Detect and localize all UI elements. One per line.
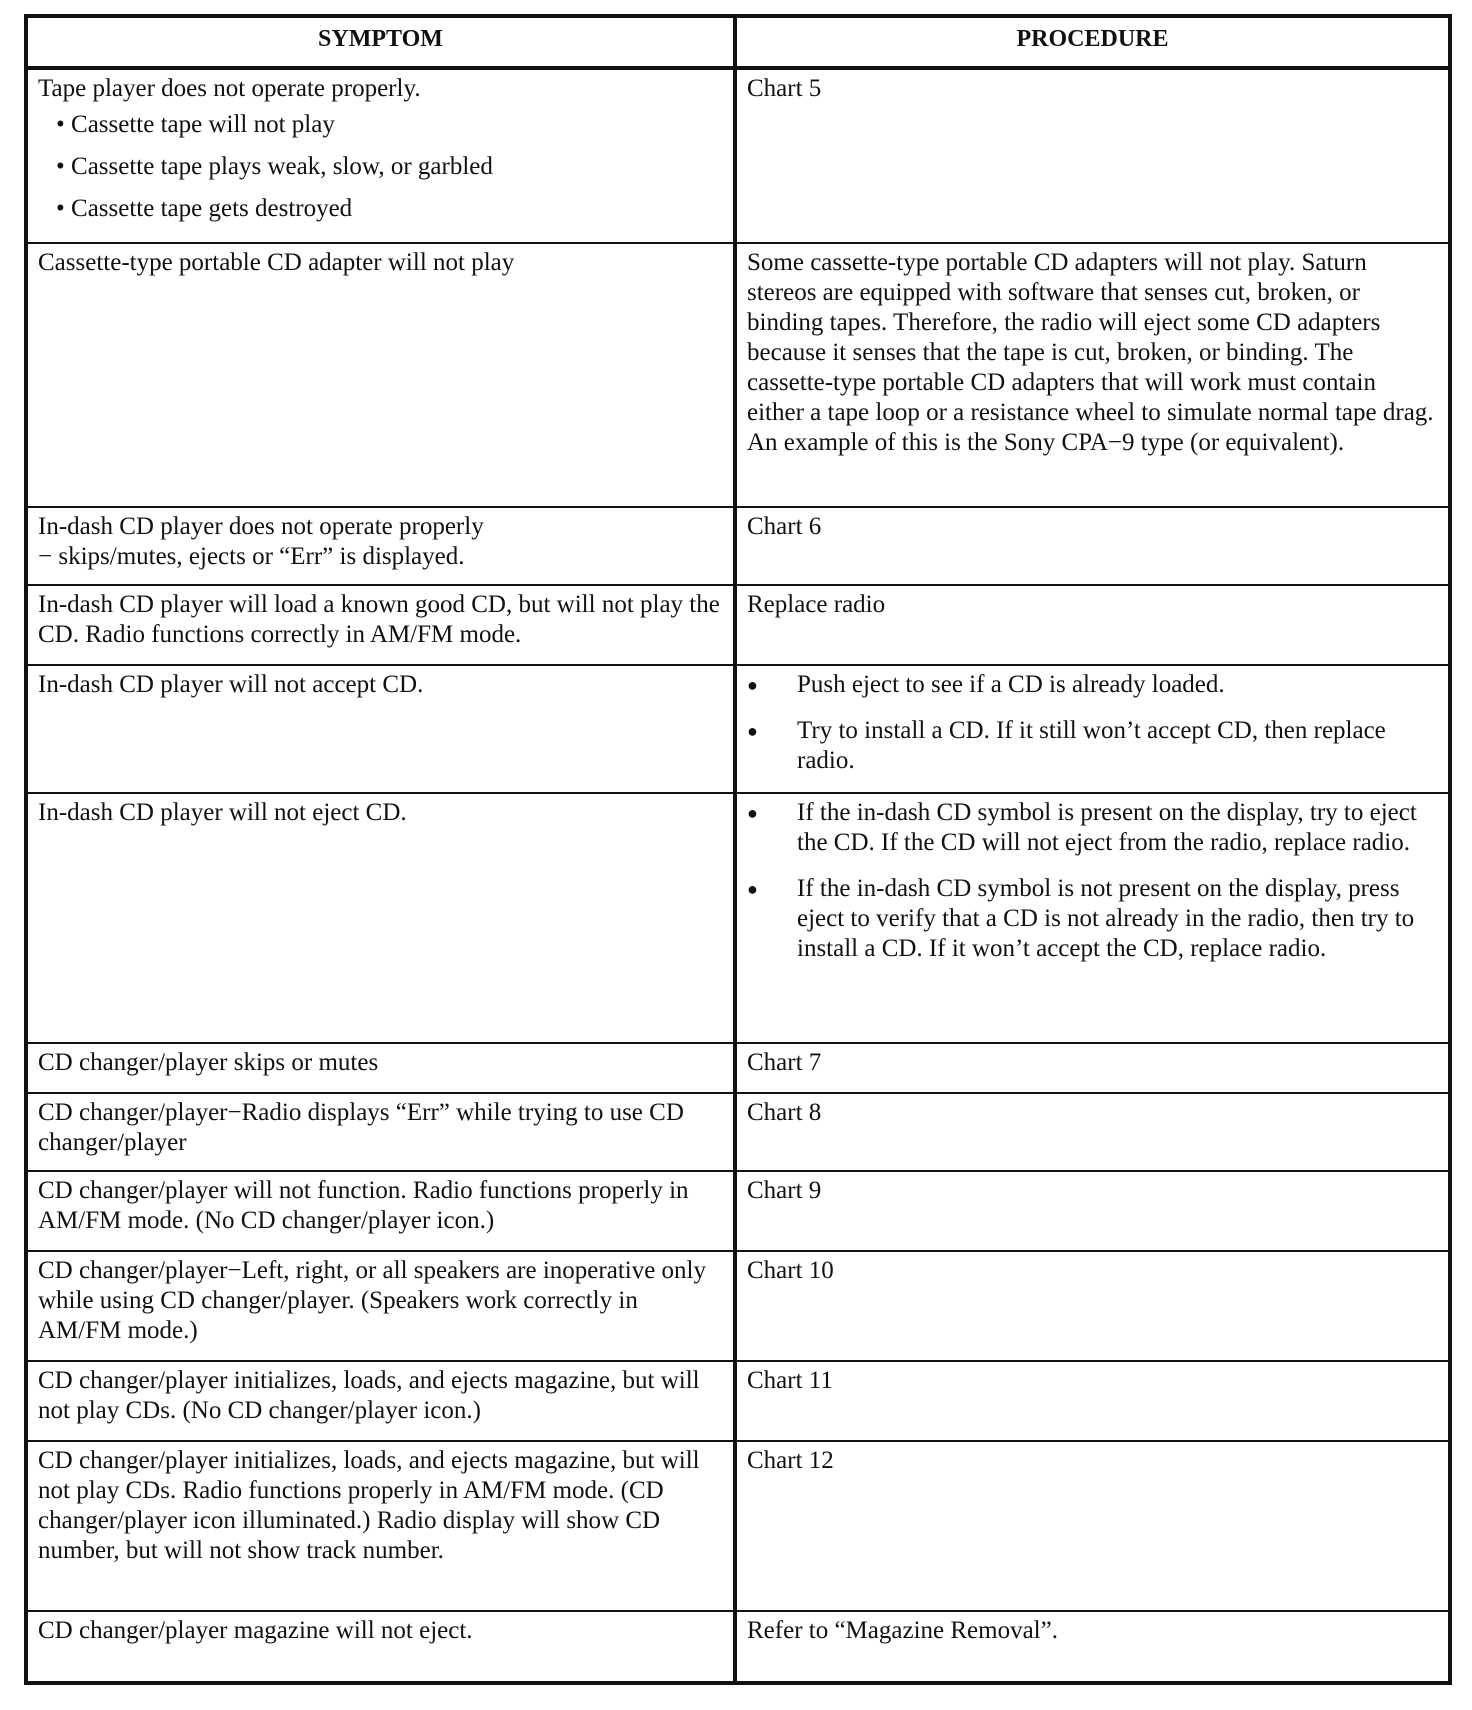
procedure-cell: Chart 9 (735, 1171, 1450, 1251)
symptom-cell: CD changer/player−Left, right, or all speakers are inoperative only while using CD changer/player. (Speakers work correctly in AM/FM mode.) (26, 1251, 735, 1361)
procedure-cell: Chart 5 (735, 68, 1450, 243)
table-row (26, 585, 1450, 665)
table-row (26, 68, 1450, 243)
table-row (26, 1251, 1450, 1361)
procedure-cell: Chart 7 (735, 1043, 1450, 1093)
symptom-text: Tape player does not operate properly. (38, 75, 421, 102)
table-row (26, 243, 1450, 507)
table-row (26, 507, 1450, 585)
procedure-bullet: ● If the in-dash CD symbol is not present on the display, press eject to verify that a CD is not already in the radio, then try to install a CD. If it won’t accept the CD, replace radio. (747, 874, 1438, 964)
symptom-cell (26, 68, 735, 243)
symptom-bullet: • Cassette tape plays weak, slow, or garbled (56, 152, 723, 182)
table-row (26, 1361, 1450, 1441)
procedure-bullet: ● Push eject to see if a CD is already loaded. (747, 670, 1438, 700)
symptom-bullet: • Cassette tape gets destroyed (56, 194, 723, 224)
symptom-cell: CD changer/player−Radio displays “Err” while trying to use CD changer/player (26, 1093, 735, 1171)
symptom-cell: In-dash CD player will not eject CD. (26, 793, 735, 1043)
symptom-cell: In-dash CD player will not accept CD. (26, 665, 735, 793)
symptom-cell: CD changer/player skips or mutes (26, 1043, 735, 1093)
symptom-cell: CD changer/player will not function. Radio functions properly in AM/FM mode. (No CD changer/player icon.) (26, 1171, 735, 1251)
symptom-cell: CD changer/player initializes, loads, and ejects magazine, but will not play CDs. Radio functions properly in AM/FM mode. (CD changer/player icon illuminated.) Radio display will show CD number, but will not show track number. (26, 1441, 735, 1611)
procedure-cell: Chart 8 (735, 1093, 1450, 1171)
procedure-cell (735, 793, 1450, 1043)
symptom-cell: Cassette-type portable CD adapter will not play (26, 243, 735, 507)
procedure-cell: Refer to “Magazine Removal”. (735, 1611, 1450, 1683)
table-row (26, 1611, 1450, 1683)
table-header-row (26, 16, 1450, 68)
symptom-text: In-dash CD player does not operate properly (38, 513, 484, 540)
procedure-column-header: PROCEDURE (735, 16, 1450, 68)
procedure-cell: Replace radio (735, 585, 1450, 665)
procedure-cell (735, 665, 1450, 793)
table-row (26, 665, 1450, 793)
symptom-text-line2: − skips/mutes, ejects or “Err” is displayed. (38, 543, 465, 570)
table-row (26, 1093, 1450, 1171)
table-row (26, 1441, 1450, 1611)
document-page (24, 14, 1448, 1694)
procedure-bullet-list (747, 798, 1438, 964)
procedure-cell: Chart 12 (735, 1441, 1450, 1611)
procedure-cell: Chart 6 (735, 507, 1450, 585)
table-row (26, 793, 1450, 1043)
symptom-cell (26, 507, 735, 585)
procedure-cell: Chart 10 (735, 1251, 1450, 1361)
symptom-bullet: • Cassette tape will not play (56, 110, 723, 140)
procedure-cell: Chart 11 (735, 1361, 1450, 1441)
symptom-cell: CD changer/player initializes, loads, and ejects magazine, but will not play CDs. (No CD changer/player icon.) (26, 1361, 735, 1441)
procedure-cell: Some cassette-type portable CD adapters will not play. Saturn stereos are equipped with software that senses cut, broken, or binding tapes. Therefore, the radio will eject some CD adapters because it senses that the tape is cut, broken, or binding. The cassette-type portable CD adapters that will work must contain either a tape loop or a resistance wheel to simulate normal tape drag. An example of this is the Sony CPA−9 type (or equivalent). (735, 243, 1450, 507)
troubleshooting-table (24, 14, 1452, 1685)
symptom-cell: In-dash CD player will load a known good CD, but will not play the CD. Radio functions correctly in AM/FM mode. (26, 585, 735, 665)
symptom-bullet-list (38, 110, 723, 224)
table-row (26, 1171, 1450, 1251)
table-row (26, 1043, 1450, 1093)
symptom-column-header: SYMPTOM (26, 16, 735, 68)
procedure-bullet-list (747, 670, 1438, 776)
symptom-cell: CD changer/player magazine will not eject. (26, 1611, 735, 1683)
procedure-bullet: ● If the in-dash CD symbol is present on the display, try to eject the CD. If the CD will not eject from the radio, replace radio. (747, 798, 1438, 858)
procedure-bullet: ● Try to install a CD. If it still won’t accept CD, then replace radio. (747, 716, 1438, 776)
